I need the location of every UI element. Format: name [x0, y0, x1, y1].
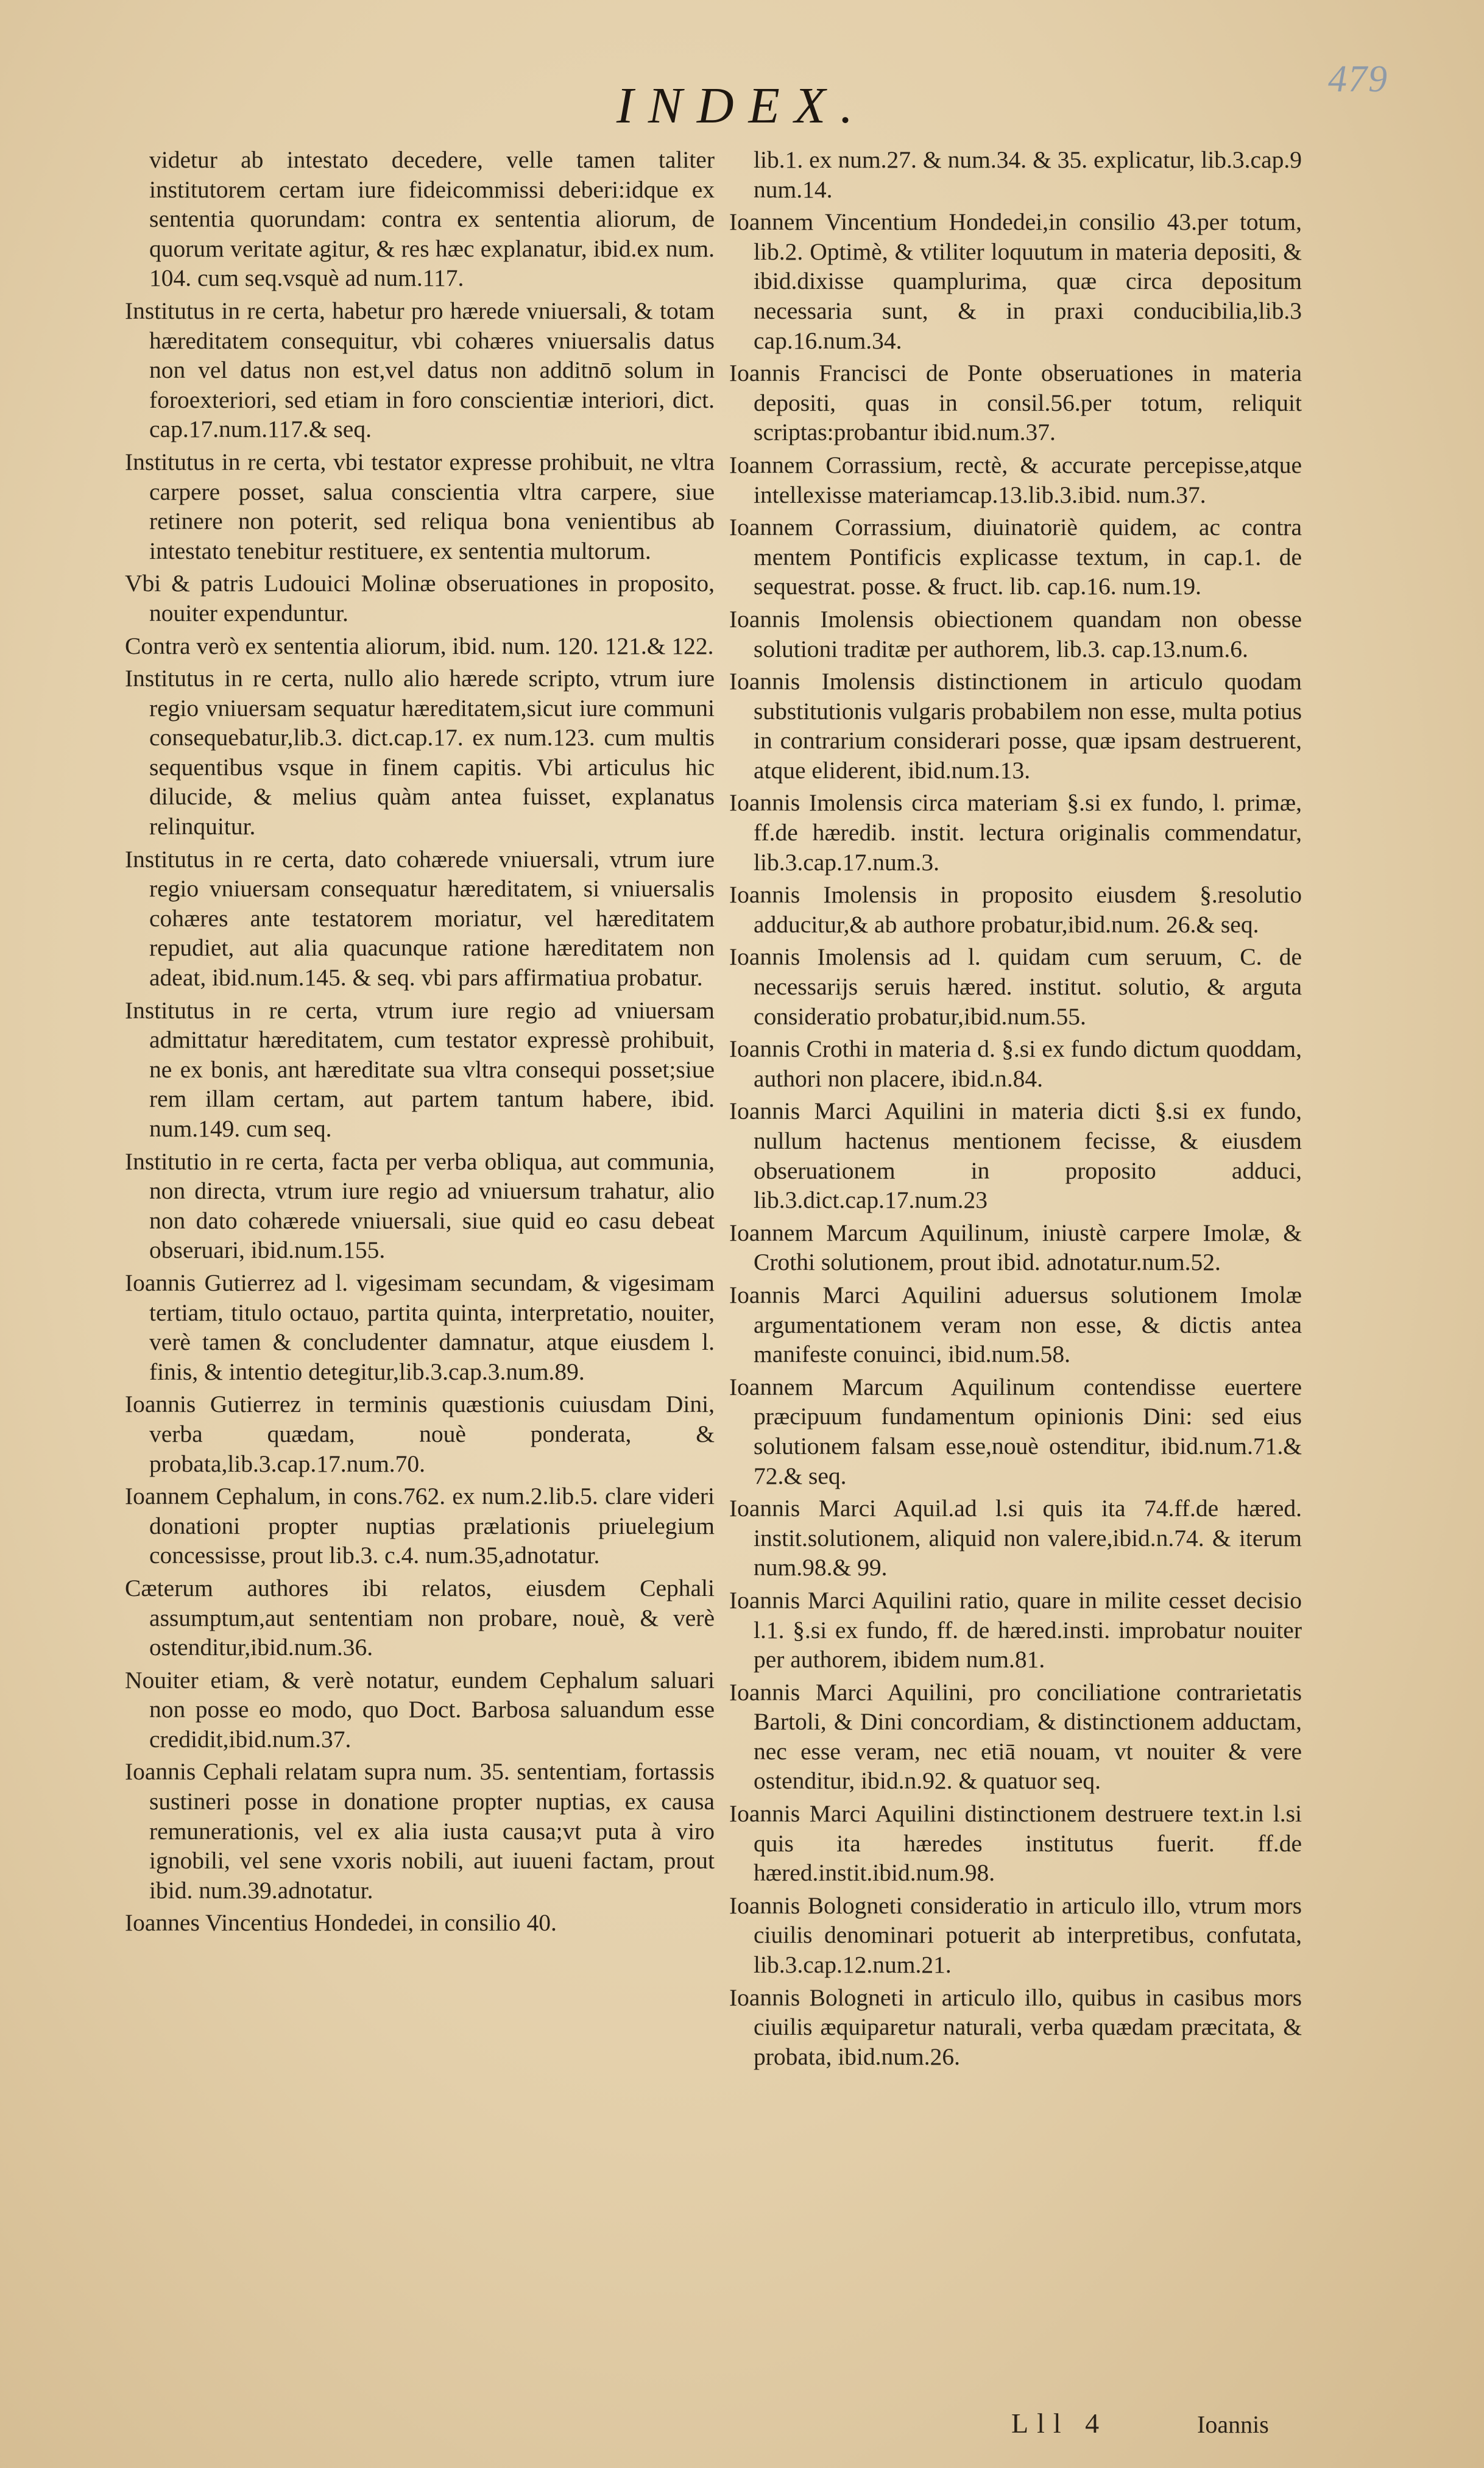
index-entry: Ioannis Gutierrez ad l. vigesimam secundam, & vigesimam tertiam, titulo octauo, partita quinta, interpretatio, nouiter, verè tamen & concludenter damnatur, atque eiusdem l. finis, & intentio detegitur,lib.3.cap.3.num.89.	[125, 1269, 715, 1385]
index-entry: Ioannis Francisci de Ponte obseruationes in materia depositi, quas in consil.56.per totum, reliquit scriptas:probantur ibid.num.37.	[729, 360, 1302, 446]
index-entry: Ioannis Marci Aquil.ad l.si quis ita 74.ff.de hæred. instit.solutionem, aliquid non valere,ibid.n.74. & iterum num.98.& 99.	[729, 1495, 1302, 1581]
index-entry: Institutus in re certa, habetur pro hærede vniuersali, & totam hæreditatem consequitur, vbi cohæres vniuersalis datus non vel datus non est,vel datus non additnō solum in foroexteriori, sed etiam in foro conscientiæ interiori, dict. cap.17.num.117.& seq.	[125, 297, 715, 443]
index-entry: Ioannis Marci Aquilini distinctionem destruere text.in l.si quis ita hæredes institutus fuerit. ff.de hæred.instit.ibid.num.98.	[729, 1800, 1302, 1887]
handwritten-folio-number: 479	[1328, 59, 1388, 100]
index-entry: Ioannem Marcum Aquilinum contendisse euertere præcipuum fundamentum opinionis Dini: sed eius solutionem falsam esse,nouè ostenditur, ibid.num.71.& 72.& seq.	[729, 1373, 1302, 1489]
index-entry: Ioannem Vincentium Hondedei,in consilio 43.per totum, lib.2. Optimè, & vtiliter loquutum in materia depositi, & ibid.dixisse quamplurima, quæ circa depositum necessaria sunt, & in praxi conducibilia,lib.3 cap.16.num.34.	[729, 208, 1302, 354]
index-entry: Ioannis Gutierrez in terminis quæstionis cuiusdam Dini, verba quædam, nouè ponderata, & probata,lib.3.cap.17.num.70.	[125, 1391, 715, 1477]
index-entry: videtur ab intestato decedere, velle tamen taliter institutorem certam iure fideicommissi deberi:idque ex sententia quorundam: contra ex sententia aliorum, de quorum veritate agitur, & res hæc explanatur, ibid.ex num. 104. cum seq.vsquè ad num.117.	[149, 146, 715, 292]
index-entry: Ioannis Imolensis obiectionem quandam non obesse solutioni traditæ per authorem, lib.3. cap.13.num.6.	[729, 605, 1302, 662]
index-entry: Institutus in re certa, nullo alio hærede scripto, vtrum iure regio vniuersam sequatur hæreditatem,sicut iure communi consequebatur,lib.3. dict.cap.17. ex num.123. cum multis sequentibus vsque in finem capitis. Vbi articulus hic dilucide, & melius quàm antea fuisset, explanatus relinquitur.	[125, 665, 715, 840]
index-entry: Ioannis Marci Aquilini aduersus solutionem Imolæ argumentationem veram non esse, & dictis antea manifeste conuinci, ibid.num.58.	[729, 1281, 1302, 1368]
index-entry: Contra verò ex sententia aliorum, ibid. num. 120. 121.& 122.	[125, 632, 714, 659]
index-entry: Ioannis Crothi in materia d. §.si ex fundo dictum quoddam, authori non placere, ibid.n.84.	[729, 1035, 1302, 1092]
index-entry: Ioannis Bologneti consideratio in articulo illo, vtrum mors ciuilis denominari potuerit ab interpretibus, confutata, lib.3.cap.12.num.21.	[729, 1892, 1302, 1979]
index-entry: Ioannem Corrassium, rectè, & accurate percepisse,atque intellexisse materiamcap.13.lib.3.ibid. num.37.	[729, 451, 1302, 508]
index-entry: Ioannem Cephalum, in cons.762. ex num.2.lib.5. clare videri donationi propter nuptias prælationis priuelegium concessisse, prout lib.3. c.4. num.35,adnotatur.	[125, 1483, 715, 1569]
right-column	[729, 145, 1302, 2400]
index-entry: Ioannis Marci Aquilini in materia dicti §.si ex fundo, nullum hactenus mentionem fecisse, & eiusdem obseruationem in proposito adduci, lib.3.dict.cap.17.num.23	[729, 1097, 1302, 1214]
index-entry: Ioannis Cephali relatam supra num. 35. sententiam, fortassis sustineri posse in donatione propter nuptias, ex causa remunerationis, vel ex alia iusta causa;vt puta à viro ignobili, vel sene vxoris nobili, aut iuueni factam, prout ibid. num.39.adnotatur.	[125, 1758, 715, 1904]
signature-mark: Lll 4	[1011, 2408, 1108, 2439]
catchword: Ioannis	[1197, 2411, 1269, 2438]
page-title: INDEX.	[616, 77, 868, 134]
index-entry: Institutio in re certa, facta per verba obliqua, aut communia, non directa, vtrum iure regio ad vniuersum trahatur, alio non dato cohærede vniuersali, siue quid eo casu debeat obseruari, ibid.num.155.	[125, 1147, 715, 1264]
index-entry: Ioannis Imolensis in proposito eiusdem §.resolutio adducitur,& ab authore probatur,ibid.num. 26.& seq.	[729, 881, 1302, 938]
index-entry: Ioannis Marci Aquilini, pro conciliatione contrarietatis Bartoli, & Dini concordiam, & distinctionem adductam, nec esse veram, nec etiā nouam, vt nouiter & vere ostenditur, ibid.n.92. & quatuor seq.	[729, 1678, 1302, 1795]
index-entry: Ioannes Vincentius Hondedei, in consilio 40.	[125, 1909, 557, 1937]
index-entry: Cæterum authores ibi relatos, eiusdem Cephali assumptum,aut sententiam non probare, nouè, & verè ostenditur,ibid.num.36.	[125, 1574, 715, 1661]
index-entry: Ioannis Imolensis circa materiam §.si ex fundo, l. primæ, ff.de hæredib. instit. lectura originalis commendatur, lib.3.cap.17.num.3.	[729, 789, 1302, 876]
index-entry: lib.1. ex num.27. & num.34. & 35. explicatur, lib.3.cap.9 num.14.	[754, 146, 1302, 203]
index-entry: Ioannis Imolensis distinctionem in articulo quodam substitutionis vulgaris probabilem non esse, multa potius in contrarium considerari posse, quæ ipsam destruerent, atque eliderent, ibid.num.13.	[729, 668, 1302, 784]
index-entry: Ioannis Bologneti in articulo illo, quibus in casibus mors ciuilis æquiparetur naturali, verba quædam præcitata, & probata, ibid.num.26.	[729, 1984, 1302, 2070]
index-entry: Vbi & patris Ludouici Molinæ obseruationes in proposito, nouiter expenduntur.	[125, 570, 715, 626]
index-entry: Ioannis Imolensis ad l. quidam cum seruum, C. de necessarijs seruis hæred. institut. solutio, & arguta consideratio probatur,ibid.num.55.	[729, 943, 1302, 1030]
left-column	[125, 145, 715, 2400]
index-entry: Ioannem Marcum Aquilinum, iniustè carpere Imolæ, & Crothi solutionem, prout ibid. adnotatur.num.52.	[729, 1219, 1302, 1276]
index-entry: Nouiter etiam, & verè notatur, eundem Cephalum saluari non posse eo modo, quo Doct. Barbosa saluandum esse credidit,ibid.num.37.	[125, 1666, 715, 1753]
index-entry: Ioannis Marci Aquilini ratio, quare in milite cesset decisio l.1. §.si ex fundo, ff. de hæred.insti. improbatur nouiter per authorem, ibidem num.81.	[729, 1586, 1302, 1673]
index-entry: Institutus in re certa, vbi testator expresse prohibuit, ne vltra carpere posset, salua conscientia vltra carpere, siue retinere non poterit, sed reliqua bona venientibus ab intestato tenebitur restituere, ex sententia multorum.	[125, 448, 715, 564]
index-entry: Institutus in re certa, vtrum iure regio ad vniuersam admittatur hæreditatem, cum testator expressè prohibuit, ne ex bonis, ant hæreditate sua vltra consequi posset;siue rem illam certam, aut partem tantum habere, ibid. num.149. cum seq.	[125, 996, 715, 1142]
index-entry: Ioannem Corrassium, diuinatoriè quidem, ac contra mentem Pontificis explicasse textum, in cap.1. de sequestrat. posse. & fruct. lib. cap.16. num.19.	[729, 514, 1302, 600]
index-entry: Institutus in re certa, dato cohærede vniuersali, vtrum iure regio vniuersam consequatur hæreditatem, si vniuersalis cohæres ante testatorem moriatur, vel hæreditatem repudiet, aut alia quacunque ratione hæreditatem non adeat, ibid.num.145. & seq. vbi pars affirmatiua probatur.	[125, 845, 715, 991]
